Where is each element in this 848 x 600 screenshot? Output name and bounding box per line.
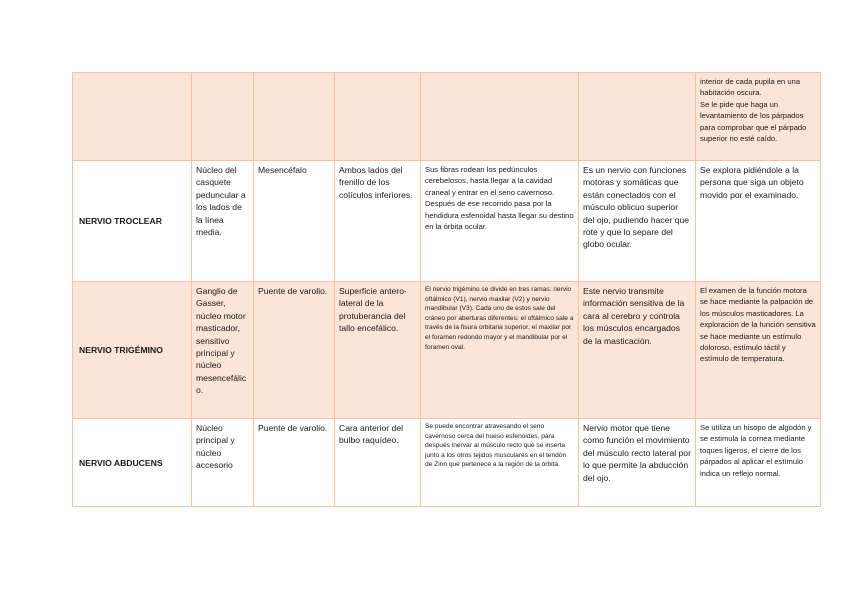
nucleus-cell: Núcleo del casquete peduncular a los lados de la línea media. (192, 161, 254, 282)
path-cell (421, 73, 579, 161)
path-cell: Se puede encontrar atravesando el seno cavernoso cerca del hueso esfenoides, para después inervar al músculo recto que se inserta junto a los otros tejidos musculares en el tendón de Zinn que pertenece a la región de la órbita. (421, 419, 579, 507)
exploration-cell: El examen de la función motora se hace mediante la palpación de los músculos masticadores. La exploración de la función sensitiva se hace mediante un estímulo doloroso, estímulo táctil y estímulo de temperatura. (696, 282, 821, 419)
nucleus-cell: Núcleo principal y núcleo accesorio (192, 419, 254, 507)
nucleus-cell (192, 73, 254, 161)
table-row (73, 282, 821, 419)
origin-cell (335, 73, 421, 161)
nerve-name-cell (73, 73, 192, 161)
nucleus-cell: Ganglio de Gasser, núcleo motor masticador, sensitivo principal y núcleo mesencefálico. (192, 282, 254, 419)
cranial-nerves-table (72, 72, 821, 507)
nerve-name-cell: NERVIO TRIGÉMINO (73, 282, 192, 419)
table-row (73, 419, 821, 507)
exploration-cell: Se explora pidiéndole a la persona que siga un objeto movido por el examinado. (696, 161, 821, 282)
origin-cell: Ambos lados del frenillo de los colículos inferiores. (335, 161, 421, 282)
location-cell (254, 73, 335, 161)
table-row (73, 73, 821, 161)
path-cell: El nervio trigémino se divide en tres ramas: nervio oftálmico (V1), nervio maxilar (V2) y nervio mandibular (V3). Cada uno de estos sale del cráneo por aberturas diferentes: el oftálmico sale a través de la fisura orbitaria superior, el maxilar por el foramen redondo mayor y el mandibular por el foramen oval. (421, 282, 579, 419)
nerve-name-cell: NERVIO ABDUCENS (73, 419, 192, 507)
table-row (73, 161, 821, 282)
nerve-name-cell: NERVIO TROCLEAR (73, 161, 192, 282)
exploration-cell: Se utiliza un hisopo de algodón y se estimula la cornea mediante toques ligeros, el cierre de los párpados al aplicar el estímulo indica un reflejo normal. (696, 419, 821, 507)
origin-cell: Superficie antero-lateral de la protuberancia del tallo encefálico. (335, 282, 421, 419)
function-cell: Nervio motor que tiene como función el movimiento del músculo recto lateral por lo que permite la abducción del ojo. (579, 419, 696, 507)
exploration-cell: interior de cada pupila en una habitación oscura. Se le pide que haga un levantamiento de los párpados para comprobar que el párpado superior no esté caído. (696, 73, 821, 161)
function-cell: Es un nervio con funciones motoras y somáticas que están conectados con el músculo oblicuo superior del ojo, pudiendo hacer que rote y que lo separe del globo ocular. (579, 161, 696, 282)
path-cell: Sus fibras rodean los pedúnculos cerebelosos, hasta llegar a la cavidad craneal y entrar en el seno cavernoso. Después de ese recorrido pasa por la hendidura esfenoidal hasta llegar su destino en la órbita ocular. (421, 161, 579, 282)
origin-cell: Cara anterior del bulbo raquídeo. (335, 419, 421, 507)
location-cell: Mesencéfalo (254, 161, 335, 282)
location-cell: Puente de varolio. (254, 419, 335, 507)
function-cell: Este nervio transmite información sensitiva de la cara al cerebro y controla los músculos encargados de la masticación. (579, 282, 696, 419)
location-cell: Puente de varolio. (254, 282, 335, 419)
function-cell (579, 73, 696, 161)
